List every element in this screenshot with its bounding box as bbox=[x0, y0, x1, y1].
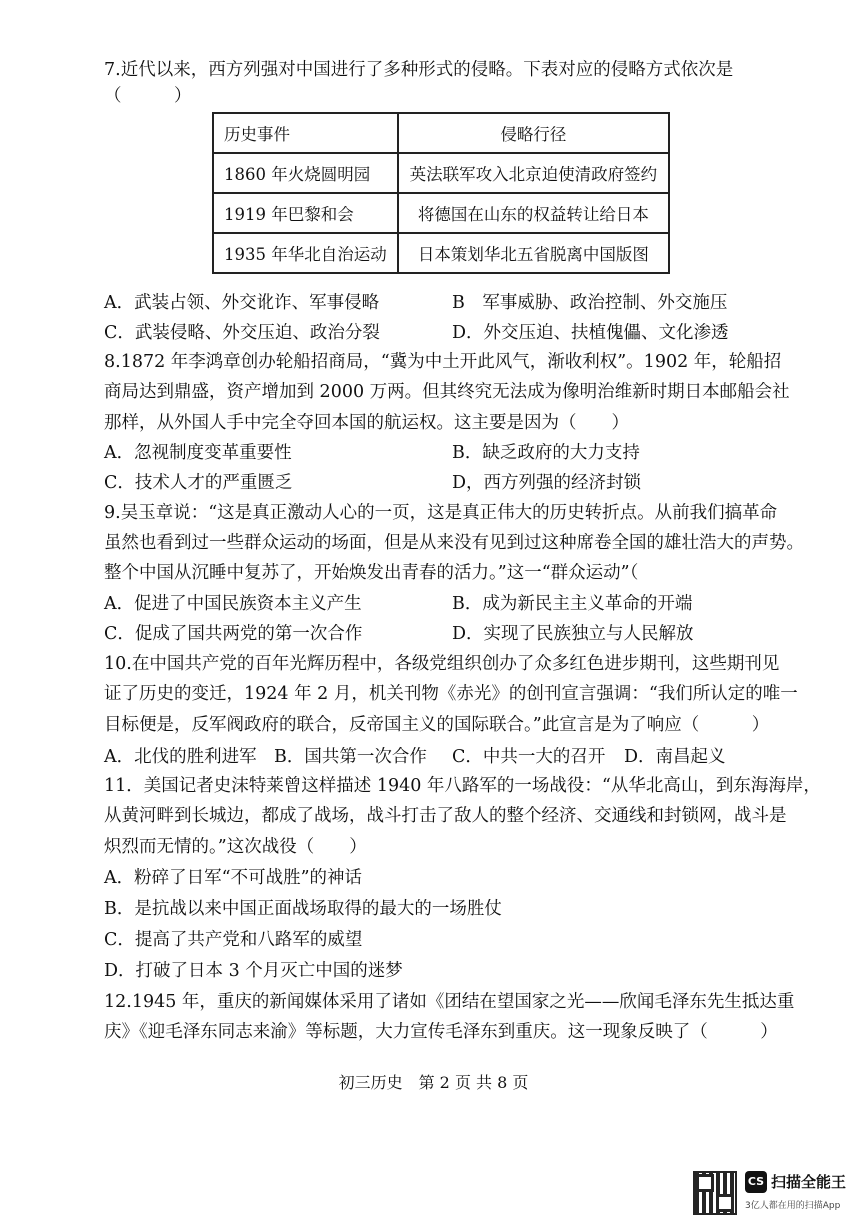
table-row bbox=[213, 233, 669, 273]
q7-option-b: B 军事威胁、政治控制、外交施压 bbox=[452, 293, 728, 313]
q10-stem-line: 证了历史的变迁，1924 年 2 月，机关刊物《赤光》的创刊宣言强调：“我们所认定的唯一 bbox=[104, 684, 798, 704]
table-cell: 1919 年巴黎和会 bbox=[213, 193, 398, 233]
q11-stem-line: 炽烈而无情的。”这次战役（ ） bbox=[104, 837, 367, 857]
q9-option-c: C．促成了国共两党的第一次合作 bbox=[104, 624, 363, 644]
q12-stem-line: 庆》《迎毛泽东同志来渝》等标题，大力宣传毛泽东到重庆。这一现象反映了（ ） bbox=[104, 1022, 778, 1042]
table-header-cell: 历史事件 bbox=[213, 113, 398, 153]
table-cell: 将德国在山东的权益转让给日本 bbox=[398, 193, 669, 233]
q8-option-b: B．缺乏政府的大力支持 bbox=[452, 443, 640, 463]
q8-option-c: C．技术人才的严重匮乏 bbox=[104, 473, 293, 493]
scanner-tagline: 3亿人都在用的扫描App bbox=[745, 1201, 841, 1211]
table-cell: 1935 年华北自治运动 bbox=[213, 233, 398, 273]
q7-table bbox=[212, 112, 670, 274]
q8-stem-line: 8.1872 年李鸿章创办轮船招商局，“冀为中土开此风气，渐收利权”。1902 年，轮船招 bbox=[104, 352, 782, 372]
q9-option-a: A．促进了中国民族资本主义产生 bbox=[104, 594, 362, 614]
q7-stem: 7.近代以来，西方列强对中国进行了多种形式的侵略。下表对应的侵略方式依次是 bbox=[104, 60, 734, 80]
q11-option-d: D．打破了日本 3 个月灭亡中国的迷梦 bbox=[104, 961, 403, 981]
q12-stem-line: 12.1945 年，重庆的新闻媒体采用了诸如《团结在望国家之光——欣闻毛泽东先生抵达重 bbox=[104, 992, 795, 1012]
q7-option-c: C．武装侵略、外交压迫、政治分裂 bbox=[104, 323, 380, 343]
q11-option-b: B．是抗战以来中国正面战场取得的最大的一场胜仗 bbox=[104, 899, 502, 919]
q9-option-d: D．实现了民族独立与人民解放 bbox=[452, 624, 694, 644]
q7-answer-paren: （ ） bbox=[104, 86, 192, 106]
q7-option-d: D．外交压迫、扶植傀儡、文化渗透 bbox=[452, 323, 729, 343]
q11-stem-line: 11．美国记者史沫特莱曾这样描述 1940 年八路军的一场战役：“从华北高山，到东海海岸， bbox=[104, 776, 821, 796]
q8-option-d: D，西方列强的经济封锁 bbox=[452, 473, 642, 493]
q10-option-c: C．中共一大的召开 bbox=[452, 747, 606, 767]
table-cell: 英法联军攻入北京迫使清政府签约 bbox=[398, 153, 669, 193]
q8-stem-line: 那样，从外国人手中完全夺回本国的航运权。这主要是因为（ ） bbox=[104, 413, 629, 433]
scanner-brand: 扫描全能王 bbox=[771, 1173, 847, 1191]
q10-stem-line: 目标便是，反军阀政府的联合，反帝国主义的国际联合。”此宣言是为了响应（ ） bbox=[104, 715, 770, 735]
q10-option-a: A．北伐的胜利进军 bbox=[104, 747, 257, 767]
table-row bbox=[213, 153, 669, 193]
q9-stem-line: 整个中国从沉睡中复苏了，开始焕发出青春的活力。”这一“群众运动”（ bbox=[104, 563, 639, 583]
camscanner-logo: CS bbox=[745, 1171, 767, 1193]
table-header-row bbox=[213, 113, 669, 153]
q10-option-b: B．国共第一次合作 bbox=[274, 747, 427, 767]
qr-code-icon bbox=[693, 1171, 737, 1215]
q8-stem-line: 商局达到鼎盛，资产增加到 2000 万两。但其终究无法成为像明治维新时期日本邮船会社 bbox=[104, 382, 790, 402]
q11-option-c: C．提高了共产党和八路军的威望 bbox=[104, 930, 363, 950]
q9-stem-line: 虽然也看到过一些群众运动的场面，但是从来没有见到过这种席卷全国的雄壮浩大的声势。 bbox=[104, 533, 804, 553]
q11-option-a: A．粉碎了日军“不可战胜”的神话 bbox=[104, 868, 363, 888]
table-row bbox=[213, 193, 669, 233]
table-cell: 1860 年火烧圆明园 bbox=[213, 153, 398, 193]
q10-stem-line: 10.在中国共产党的百年光辉历程中，各级党组织创办了众多红色进步期刊，这些期刊见 bbox=[104, 654, 780, 674]
q8-option-a: A．忽视制度变革重要性 bbox=[104, 443, 292, 463]
page-footer: 初三历史 第 2 页 共 8 页 bbox=[338, 1073, 529, 1092]
q9-stem-line: 9.吴玉章说：“这是真正激动人心的一页，这是真正伟大的历史转折点。从前我们搞革命 bbox=[104, 503, 778, 523]
q10-option-d: D．南昌起义 bbox=[624, 747, 726, 767]
table-cell: 日本策划华北五省脱离中国版图 bbox=[398, 233, 669, 273]
q9-option-b: B．成为新民主主义革命的开端 bbox=[452, 594, 693, 614]
q11-stem-line: 从黄河畔到长城边，都成了战场，战斗打击了敌人的整个经济、交通线和封锁网，战斗是 bbox=[104, 806, 787, 826]
table-header-cell: 侵略行径 bbox=[398, 113, 669, 153]
q7-option-a: A．武装占领、外交讹诈、军事侵略 bbox=[104, 293, 380, 313]
